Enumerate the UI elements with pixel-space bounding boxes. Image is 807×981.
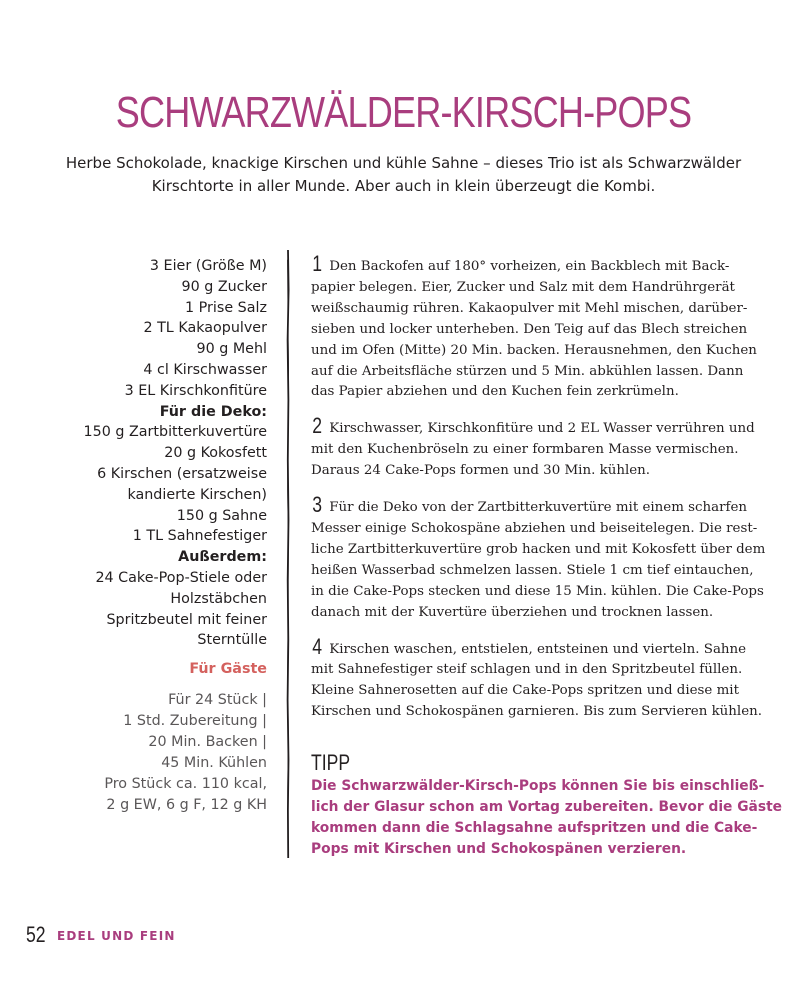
step-text-line: papier belegen. Eier, Zucker und Salz mit dem Handrührgerät (311, 279, 735, 295)
step-text-line: und im Ofen (Mitte) 20 Min. backen. Herausnehmen, den Kuchen (311, 342, 757, 358)
step-text-line: Daraus 24 Cake-Pops formen und 30 Min. kühlen. (311, 463, 651, 479)
step-number: 1 (312, 251, 323, 276)
step-text-line: mit Sahnefestiger steif schlagen und in den Spritzbeutel füllen. (311, 662, 743, 678)
step-text-line: Den Backofen auf 180° vorheizen, ein Backblech mit Back- (329, 259, 730, 274)
step-text-line: Messer einige Schokospäne abziehen und beiseitelegen. Die rest- (311, 520, 758, 536)
recipe-title: SCHWARZWÄLDER-KIRSCH-POPS (115, 88, 692, 137)
tipp-line: lich der Glasur schon am Vortag zubereiten. Bevor die Gäste (311, 798, 783, 815)
ingredient: 6 Kirschen (ersatzweise (97, 465, 267, 482)
tipp-line: Pops mit Kirschen und Schokospänen verzieren. (311, 840, 687, 857)
recipe-steps (311, 251, 766, 736)
ingredient: Sterntülle (197, 632, 267, 649)
step-text-line: Kirschen waschen, entstielen, entsteinen und vierteln. Sahne (329, 641, 747, 657)
tipp-text (311, 776, 783, 860)
step (311, 633, 763, 724)
tipp-line: Die Schwarzwälder-Kirsch-Pops können Sie bis einschließ- (311, 778, 765, 794)
info-line: 2 g EW, 6 g F, 12 g KH (106, 797, 267, 813)
ingredient-list (27, 256, 267, 651)
recipe-info (27, 690, 267, 816)
ingredient: 4 cl Kirschwasser (143, 361, 267, 378)
info-line: 20 Min. Backen | (148, 734, 267, 750)
ingredient: 150 g Sahne (176, 507, 267, 524)
step-text-line: das Papier abziehen und den Kuchen fein zerkrümeln. (311, 384, 679, 400)
step-text-line: auf die Arbeitsfläche stürzen und 5 Min. abkühlen lassen. Dann (311, 363, 744, 379)
info-line: 1 Std. Zubereitung | (123, 713, 267, 729)
ingredient: 150 g Zartbitterkuvertüre (83, 424, 267, 441)
ingredient: 3 Eier (Größe M) (149, 258, 267, 274)
step-text-line: sieben und locker unterheben. Den Teig auf das Blech streichen (311, 321, 748, 337)
step-number: 2 (312, 413, 323, 439)
ingredient: 1 TL Sahnefestiger (132, 528, 267, 545)
step-text-line: Für die Deko von der Zartbitterkuvertüre mit einem scharfen (329, 500, 748, 516)
step-text-line: heißen Wasserbad schmelzen lassen. Stiele 1 cm tief eintauchen, (311, 562, 754, 578)
ingredient: 3 EL Kirschkonfitüre (124, 382, 267, 399)
section-label: EDEL UND FEIN (57, 929, 176, 943)
intro-line: Kirschtorte in aller Munde. Aber auch in klein überzeugt die Kombi. (151, 177, 656, 195)
step (311, 251, 757, 403)
step-text-line: Kirschwasser, Kirschkonfitüre und 2 EL Wasser verrühren und (329, 421, 755, 437)
ingredient: kandierte Kirschen) (127, 486, 267, 503)
ingredient: 2 TL Kakaopulver (143, 320, 267, 337)
info-line: 45 Min. Kühlen (161, 755, 267, 771)
page-number: 52 (26, 922, 46, 947)
info-line: Für 24 Stück | (168, 692, 267, 708)
step-number: 4 (312, 633, 323, 659)
guests-label: Für Gäste (189, 661, 267, 677)
ingredient: 20 g Kokosfett (164, 445, 267, 462)
step-text-line: mit den Kuchenbröseln zu einer formbaren Masse vermischen. (311, 442, 739, 458)
ingredient: 1 Prise Salz (185, 299, 267, 316)
step (311, 413, 755, 482)
intro-line: Herbe Schokolade, knackige Kirschen und kühle Sahne – dieses Trio ist als Schwarzwälder (65, 154, 742, 172)
tipp-line: kommen dann die Schlagsahne aufspritzen und die Cake- (311, 819, 758, 836)
column-divider (285, 250, 291, 858)
ingredient: 24 Cake-Pop-Stiele oder (95, 569, 267, 586)
ingredient: 90 g Mehl (196, 341, 267, 358)
tipp-heading: TIPP (311, 750, 351, 775)
step-number: 3 (312, 492, 323, 518)
info-line: Pro Stück ca. 110 kcal, (104, 776, 267, 792)
ingredient: 90 g Zucker (181, 278, 267, 295)
ingredient-subheading: Für die Deko: (159, 403, 267, 420)
ingredient: Spritzbeutel mit feiner (106, 611, 267, 628)
step-text-line: in die Cake-Pops stecken und diese 15 Min. kühlen. Die Cake-Pops (311, 583, 764, 599)
recipe-intro (40, 152, 767, 198)
step-text-line: Kleine Sahnerosetten auf die Cake-Pops spritzen und diese mit (311, 683, 739, 699)
step-text-line: danach mit der Kuvertüre überziehen und trocknen lassen. (311, 604, 714, 620)
ingredient: Holzstäbchen (170, 590, 267, 607)
step-text-line: Kirschen und Schokospänen garnieren. Bis zum Servieren kühlen. (311, 704, 763, 720)
ingredient-subheading: Außerdem: (178, 549, 267, 566)
step-text-line: liche Zartbitterkuvertüre grob hacken und mit Kokosfett über dem (311, 541, 766, 557)
step (311, 492, 766, 623)
step-text-line: weißschaumig rühren. Kakaopulver mit Mehl mischen, darüber- (311, 300, 748, 316)
